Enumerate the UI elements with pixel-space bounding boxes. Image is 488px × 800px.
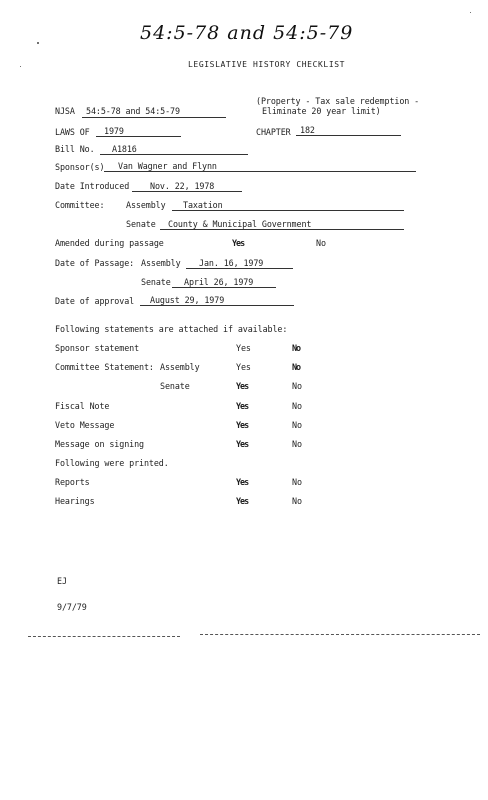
passage-assembly-label: Assembly bbox=[141, 258, 181, 268]
fiscal-note-yes-struck: Yes bbox=[236, 401, 249, 411]
chapter-label: CHAPTER bbox=[256, 127, 291, 137]
committee-statement-assembly-label: Assembly bbox=[160, 362, 200, 372]
scan-speck bbox=[37, 42, 39, 44]
footer-date: 9/7/79 bbox=[57, 602, 87, 612]
passage-senate-value: April 26, 1979 bbox=[184, 277, 254, 287]
bill-no-label: Bill No. bbox=[55, 144, 95, 154]
committee-statement-assembly-no-struck: No bbox=[292, 362, 301, 372]
date-introduced-label: Date Introduced bbox=[55, 181, 130, 191]
committee-assembly-label: Assembly bbox=[126, 200, 166, 210]
fiscal-note-no: No bbox=[292, 401, 302, 411]
committee-statement-label: Committee Statement: bbox=[55, 362, 154, 372]
description-line-2: Eliminate 20 year limit) bbox=[262, 106, 381, 116]
approval-value: August 29, 1979 bbox=[150, 295, 225, 305]
sponsor-statement-yes: Yes bbox=[236, 343, 251, 353]
bill-no-underline bbox=[100, 154, 248, 155]
approval-label: Date of approval bbox=[55, 296, 135, 306]
passage-senate-underline bbox=[172, 287, 276, 288]
committee-label: Committee: bbox=[55, 200, 105, 210]
hearings-yes-struck: Yes bbox=[236, 496, 249, 506]
committee-senate-underline bbox=[160, 229, 404, 230]
sponsor-statement-label: Sponsor statement bbox=[55, 343, 140, 353]
page-title: LEGISLATIVE HISTORY CHECKLIST bbox=[188, 60, 346, 69]
reports-label: Reports bbox=[55, 477, 90, 487]
laws-of-underline bbox=[96, 136, 181, 137]
committee-statement-senate-no: No bbox=[292, 381, 302, 391]
initials: EJ bbox=[57, 576, 67, 586]
committee-statement-senate-yes-struck: Yes bbox=[236, 381, 249, 391]
committee-assembly-value: Taxation bbox=[183, 200, 223, 210]
sponsors-value: Van Wagner and Flynn bbox=[118, 161, 217, 171]
sponsors-label: Sponsor(s) bbox=[55, 162, 105, 172]
bill-no-value: A1816 bbox=[112, 144, 137, 154]
passage-assembly-value: Jan. 16, 1979 bbox=[199, 258, 264, 268]
njsa-underline bbox=[82, 117, 226, 118]
printed-intro: Following were printed. bbox=[55, 458, 169, 468]
handwritten-statute-reference: 54:5-78 and 54:5-79 bbox=[140, 22, 354, 44]
message-on-signing-yes-struck: Yes bbox=[236, 439, 249, 449]
amended-no: No bbox=[316, 238, 326, 248]
veto-message-no: No bbox=[292, 420, 302, 430]
njsa-value: 54:5-78 and 54:5-79 bbox=[86, 106, 180, 116]
committee-statement-senate-label: Senate bbox=[160, 381, 190, 391]
laws-of-value: 1979 bbox=[104, 126, 124, 136]
chapter-value: 182 bbox=[300, 125, 315, 135]
attached-intro: Following statements are attached if available: bbox=[55, 324, 288, 334]
committee-senate-label: Senate bbox=[126, 219, 156, 229]
hearings-no: No bbox=[292, 496, 302, 506]
chapter-underline bbox=[296, 135, 401, 136]
passage-assembly-underline bbox=[186, 268, 293, 269]
amended-yes-struck: Yes bbox=[232, 238, 245, 248]
dashed-rule-left bbox=[28, 636, 180, 637]
date-introduced-value: Nov. 22, 1978 bbox=[150, 181, 215, 191]
scan-speck bbox=[470, 12, 471, 13]
laws-of-label: LAWS OF bbox=[55, 127, 90, 137]
scan-speck bbox=[20, 66, 21, 67]
committee-assembly-underline bbox=[172, 210, 404, 211]
sponsors-underline bbox=[104, 171, 416, 172]
hearings-label: Hearings bbox=[55, 496, 95, 506]
veto-message-yes-struck: Yes bbox=[236, 420, 249, 430]
amended-label: Amended during passage bbox=[55, 238, 164, 248]
dashed-rule-right bbox=[200, 634, 480, 635]
sponsor-statement-no-struck: No bbox=[292, 343, 301, 353]
approval-underline bbox=[140, 305, 294, 306]
description-line-1: (Property - Tax sale redemption - bbox=[256, 96, 420, 106]
reports-yes-struck: Yes bbox=[236, 477, 249, 487]
reports-no: No bbox=[292, 477, 302, 487]
passage-senate-label: Senate bbox=[141, 277, 171, 287]
njsa-label: NJSA bbox=[55, 106, 75, 116]
fiscal-note-label: Fiscal Note bbox=[55, 401, 110, 411]
message-on-signing-label: Message on signing bbox=[55, 439, 144, 449]
veto-message-label: Veto Message bbox=[55, 420, 115, 430]
message-on-signing-no: No bbox=[292, 439, 302, 449]
passage-label: Date of Passage: bbox=[55, 258, 135, 268]
date-introduced-underline bbox=[132, 191, 242, 192]
committee-senate-value: County & Municipal Government bbox=[168, 219, 312, 229]
committee-statement-assembly-yes: Yes bbox=[236, 362, 251, 372]
